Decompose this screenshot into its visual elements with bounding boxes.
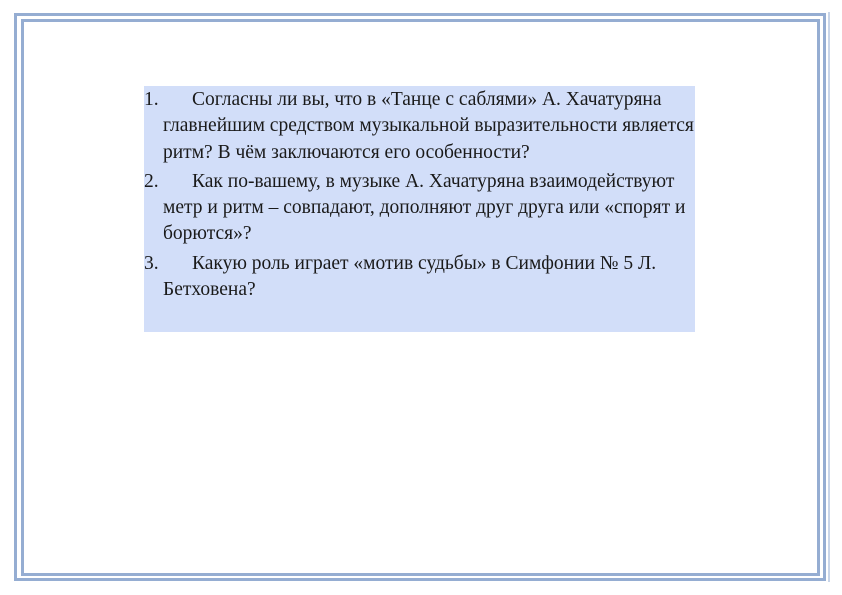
question-box bbox=[144, 86, 695, 332]
question-text: Согласны ли вы, что в «Танце с саблями» А. Хачатуряна главнейшим средством музыкальной выразительности является ритм? В чём заключаются его особенности? bbox=[163, 89, 694, 163]
question-number: 3. bbox=[144, 252, 159, 274]
question-number: 2. bbox=[144, 170, 159, 192]
question-text: Как по-вашему, в музыке А. Хачатуряна взаимодействуют метр и ритм – совпадают, дополняют друг друга или «спорят и борются»? bbox=[163, 170, 686, 245]
question-item-1 bbox=[144, 87, 695, 166]
question-item-2 bbox=[144, 169, 695, 248]
question-text: Какую роль играет «мотив судьбы» в Симфонии № 5 Л. Бетховена? bbox=[163, 252, 657, 301]
slide-frame-edge bbox=[828, 12, 830, 582]
question-number: 1. bbox=[144, 89, 159, 110]
question-item-3 bbox=[144, 251, 695, 304]
question-list bbox=[144, 87, 695, 303]
